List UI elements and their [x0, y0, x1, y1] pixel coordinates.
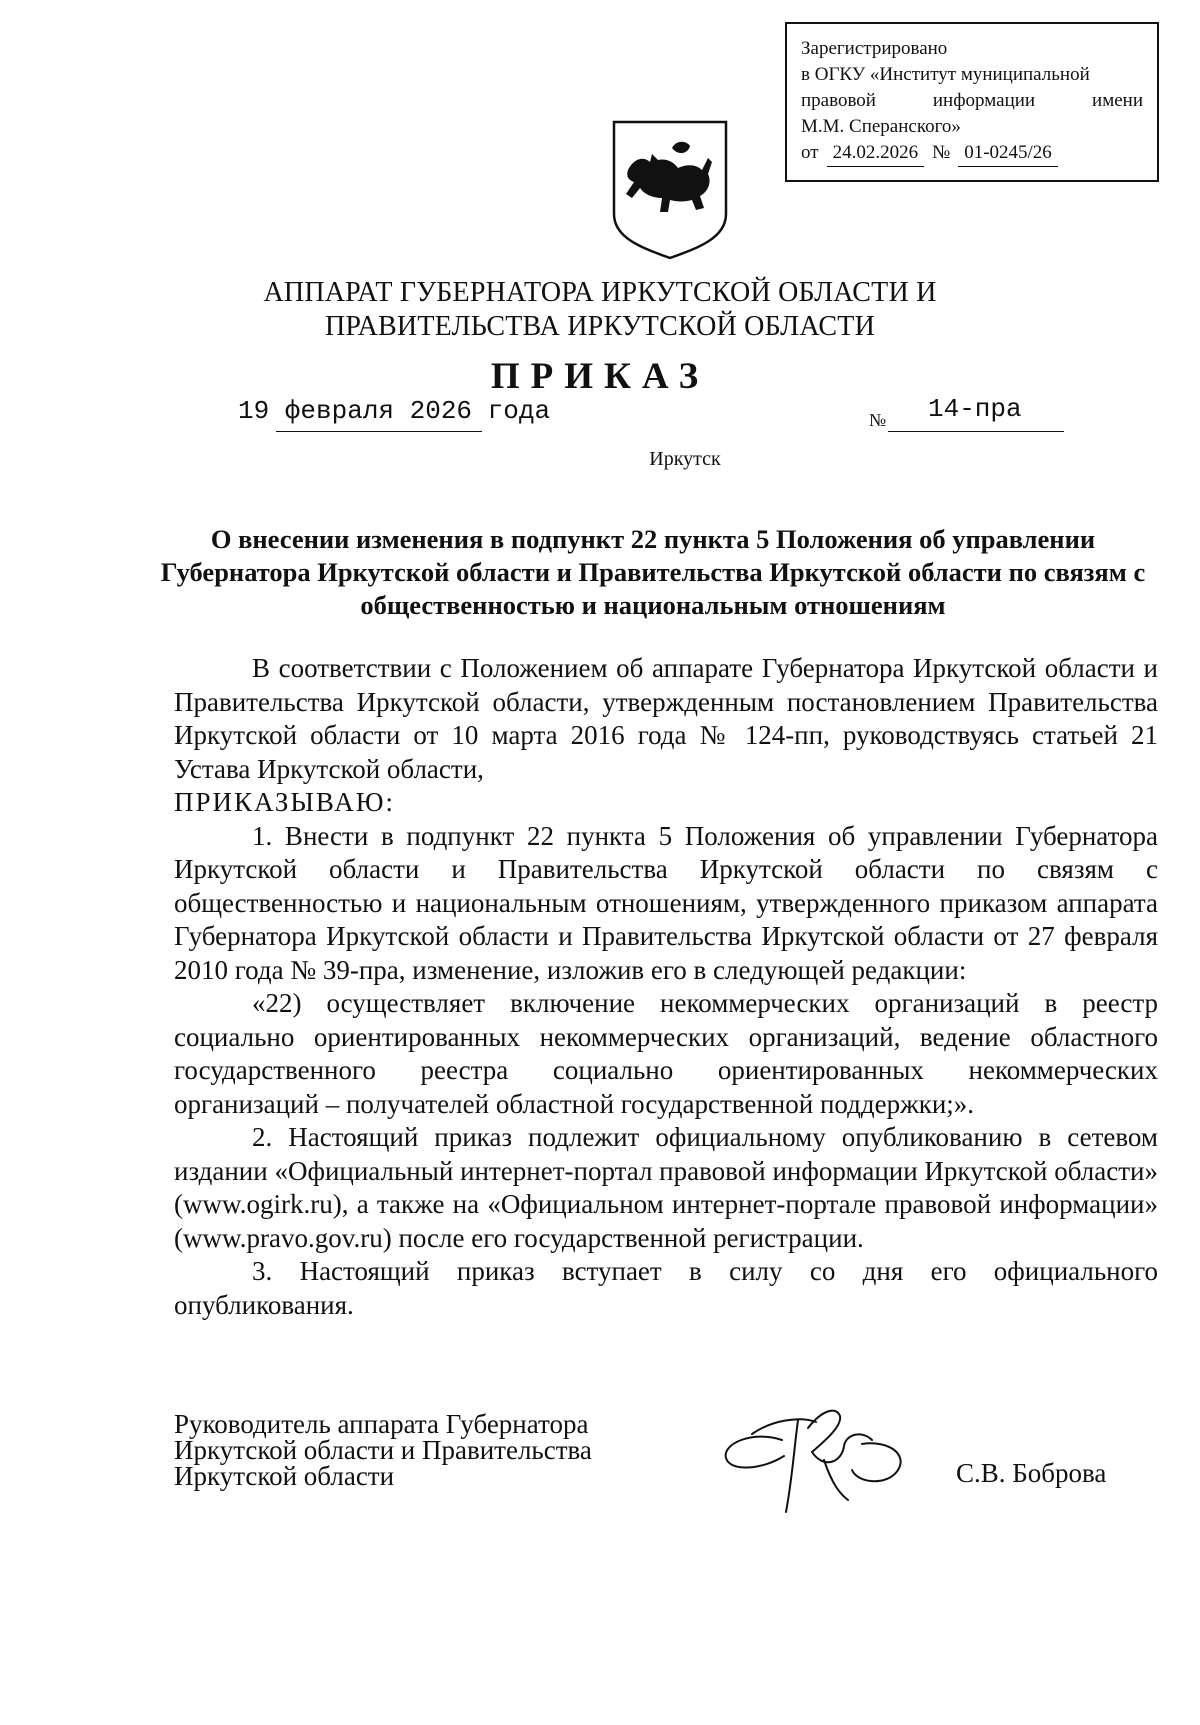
- number-underline: [888, 431, 1064, 432]
- signatory-name: С.В. Боброва: [956, 1458, 1107, 1488]
- document-body: [174, 652, 1158, 1322]
- item-1-quote-paragraph: «22) осуществляет включение некоммерческих организаций в реестр социально ориентированных некоммерческих организаций, ведение областного государственного реестра социально ориентированных некоммерческих организаций – получателей областной государственной поддержки;».: [174, 988, 1158, 1119]
- registration-stamp: [785, 22, 1159, 182]
- order-word: ПРИКАЗЫВАЮ:: [174, 787, 395, 817]
- signatory-position-line: Иркутской области: [174, 1461, 395, 1491]
- stamp-word: имени: [1092, 90, 1143, 111]
- date-underline: [276, 431, 482, 432]
- stamp-line: в ОГКУ «Институт муниципальной: [801, 64, 1090, 85]
- stamp-line: Зарегистрировано: [801, 38, 948, 59]
- coat-of-arms-icon: [608, 118, 732, 260]
- document-city: Иркутск: [649, 448, 721, 470]
- stamp-from-label: от: [801, 142, 819, 163]
- stamp-word: правовой: [801, 90, 876, 111]
- item-1-paragraph: 1. Внести в подпункт 22 пункта 5 Положения об управлении Губернатора Иркутской области и Правительства Иркутской области по связям с общественностью и национальным отношениям, утвержденного приказом аппарата Губернатора Иркутской области и Правительства Иркутской области от 27 февраля 2010 года № 39-пра, изменение, изложив его в следующей редакции:: [174, 820, 1158, 985]
- document-title: О внесении изменения в подпункт 22 пункта 5 Положения об управлении Губернатора Иркутской области и Правительства Иркутской области по связям с общественностью и национальным отношениям: [160, 524, 1146, 620]
- item-3-paragraph: 3. Настоящий приказ вступает в силу со дня его официального опубликования.: [174, 1256, 1158, 1320]
- preamble-paragraph: В соответствии с Положением об аппарате Губернатора Иркутской области и Правительства Иркутской области, утвержденным постановлением Правительства Иркутской области от 10 марта 2016 года № 124-пп, руководствуясь статьей 21 Устава Иркутской области,: [174, 653, 1158, 784]
- document-number: 14-пра: [928, 394, 1022, 424]
- stamp-number-label: №: [932, 142, 951, 163]
- org-name-line-1: АППАРАТ ГУБЕРНАТОРА ИРКУТСКОЙ ОБЛАСТИ И: [263, 277, 937, 308]
- document-date: 19 февраля 2026 года: [238, 396, 551, 426]
- signatory-position: [174, 1411, 592, 1489]
- stamp-reg-date: 24.02.2026: [827, 140, 925, 167]
- document-type-heading: ПРИКАЗ: [490, 356, 710, 397]
- handwritten-signature-icon: [712, 1400, 912, 1530]
- stamp-reg-number: 01-0245/26: [958, 140, 1058, 167]
- item-2-paragraph: 2. Настоящий приказ подлежит официальному опубликованию в сетевом издании «Официальный интернет-портал правовой информации Иркутской области» (www.ogirk.ru), а также на «Официальном интернет-портале правовой информации» (www.pravo.gov.ru) после его государственной регистрации.: [174, 1122, 1158, 1253]
- stamp-word: информации: [932, 90, 1036, 111]
- document-number-label: №: [869, 410, 887, 430]
- signatory-position-line: Руководитель аппарата Губернатора: [174, 1409, 589, 1439]
- stamp-line: М.М. Сперанского»: [801, 116, 961, 137]
- org-name-line-2: ПРАВИТЕЛЬСТВА ИРКУТСКОЙ ОБЛАСТИ: [325, 311, 875, 342]
- signatory-position-line: Иркутской области и Правительства: [174, 1435, 592, 1465]
- stamp-line: [801, 88, 1143, 114]
- stamp-registration-row: [801, 140, 1143, 167]
